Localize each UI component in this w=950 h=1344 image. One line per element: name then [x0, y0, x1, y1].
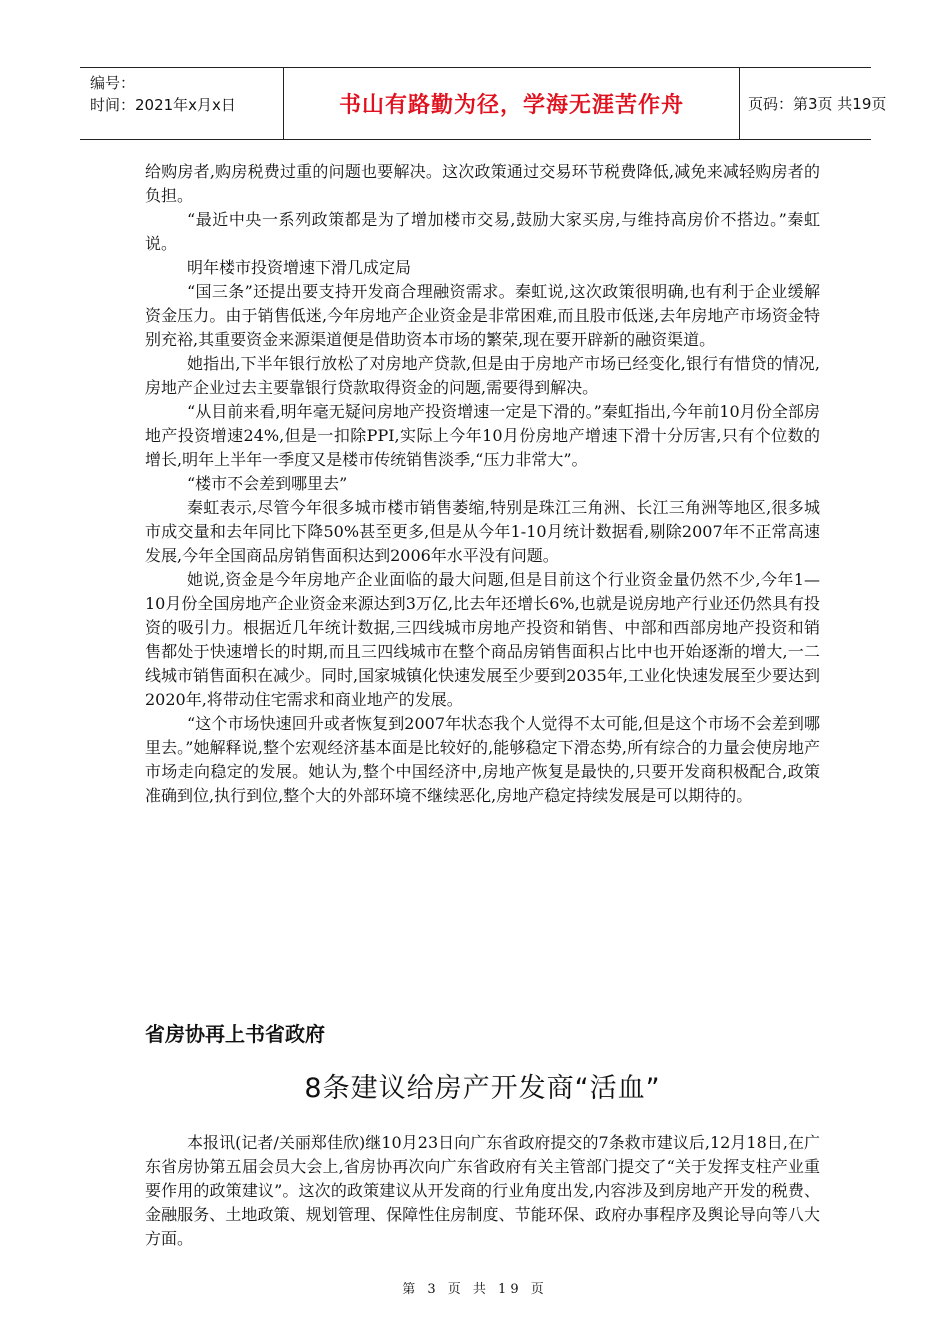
paragraph: “这个市场快速回升或者恢复到2007年状态我个人觉得不太可能,但是这个市场不会差到哪里去。”她解释说,整个宏观经济基本面是比较好的,能够稳定下滑态势,所有综合的力量会使房地产市场走向稳定的发展。她认为,整个中国经济中,房地产恢复是最快的,只要开发商积极配合,政策准确到位,执行到位,整个大的外部环境不继续恶化,房地产稳定持续发展是可以期待的。: [145, 714, 820, 805]
subheading: 明年楼市投资增速下滑几成定局: [187, 258, 412, 277]
subheading: “楼市不会差到哪里去”: [187, 474, 348, 493]
paragraph: “从目前来看,明年毫无疑问房地产投资增速一定是下滑的。”秦虹指出,今年前10月份全部房地产投资增速24%,但是一扣除PPI,实际上今年10月份房地产增速下滑十分厉害,只有个位数的增长,明年上半年一季度又是楼市传统销售淡季,“压力非常大”。: [145, 402, 820, 469]
header-number: 编号：: [90, 74, 136, 92]
page-footer: 第 3 页 共 19 页: [402, 1282, 548, 1297]
article-title: 8条建议给房产开发商“活血”: [304, 1073, 661, 1104]
paragraph: “国三条”还提出要支持开发商合理融资需求。秦虹说,这次政策很明确,也有利于企业缓解资金压力。由于销售低迷,今年房地产企业资金是非常困难,而且股市低迷,去年房地产市场资金特别充裕,其重要资金来源渠道便是借助资本市场的繁荣,现在要开辟新的融资渠道。: [145, 282, 820, 349]
header-meta: [90, 72, 280, 116]
paragraph: 秦虹表示,尽管今年很多城市楼市销售萎缩,特别是珠江三角洲、长江三角洲等地区,很多城市成交量和去年同比下降50%甚至更多,但是从今年1-10月统计数据看,剔除2007年不正常高速发展,今年全国商品房销售面积达到2006年水平没有问题。: [145, 498, 820, 565]
article-body: [145, 160, 820, 808]
paragraph: 她说,资金是今年房地产企业面临的最大问题,但是目前这个行业资金量仍然不少,今年1—10月份全国房地产企业资金来源达到3万亿,比去年还增长6%,也就是说房地产行业还仍然具有投资的吸引力。根据近几年统计数据,三四线城市房地产投资和销售、中部和西部房地产投资和销售都处于快速增长的时期,而且三四线城市在整个商品房销售面积占比中也开始逐渐的增大,一二线城市销售面积在减少。同时,国家城镇化快速发展至少要到2035年,工业化快速发展至少要达到2020年,将带动住宅需求和商业地产的发展。: [145, 570, 820, 709]
section-heading: 省房协再上书省政府: [145, 1022, 325, 1046]
paragraph: “最近中央一系列政策都是为了增加楼市交易,鼓励大家买房,与维持高房价不搭边。”秦虹说。: [145, 210, 820, 253]
article-body-2: [145, 1131, 820, 1251]
page-header: [80, 67, 887, 140]
paragraph: 她指出,下半年银行放松了对房地产贷款,但是由于房地产市场已经变化,银行有惜贷的情况,房地产企业过去主要靠银行贷款取得资金的问题,需要得到解决。: [145, 354, 820, 397]
header-date: 时间：2021年x月x日: [90, 96, 236, 114]
paragraph: 给购房者,购房税费过重的问题也要解决。这次政策通过交易环节税费降低,减免来减轻购房者的负担。: [145, 162, 820, 205]
paragraph: 本报讯(记者/关丽郑佳欣)继10月23日向广东省政府提交的7条救市建议后,12月18日,在广东省房协第五届会员大会上,省房协再次向广东省政府有关主管部门提交了“关于发挥支柱产业重要作用的政策建议”。这次的政策建议从开发商的行业角度出发,内容涉及到房地产开发的税费、金融服务、土地政策、规划管理、保障性住房制度、节能环保、政府办事程序及舆论导向等八大方面。: [145, 1133, 820, 1248]
header-motto: 书山有路勤为径，学海无涯苦作舟: [283, 68, 740, 139]
header-page-info: 页码：第3页 共19页: [748, 95, 887, 113]
